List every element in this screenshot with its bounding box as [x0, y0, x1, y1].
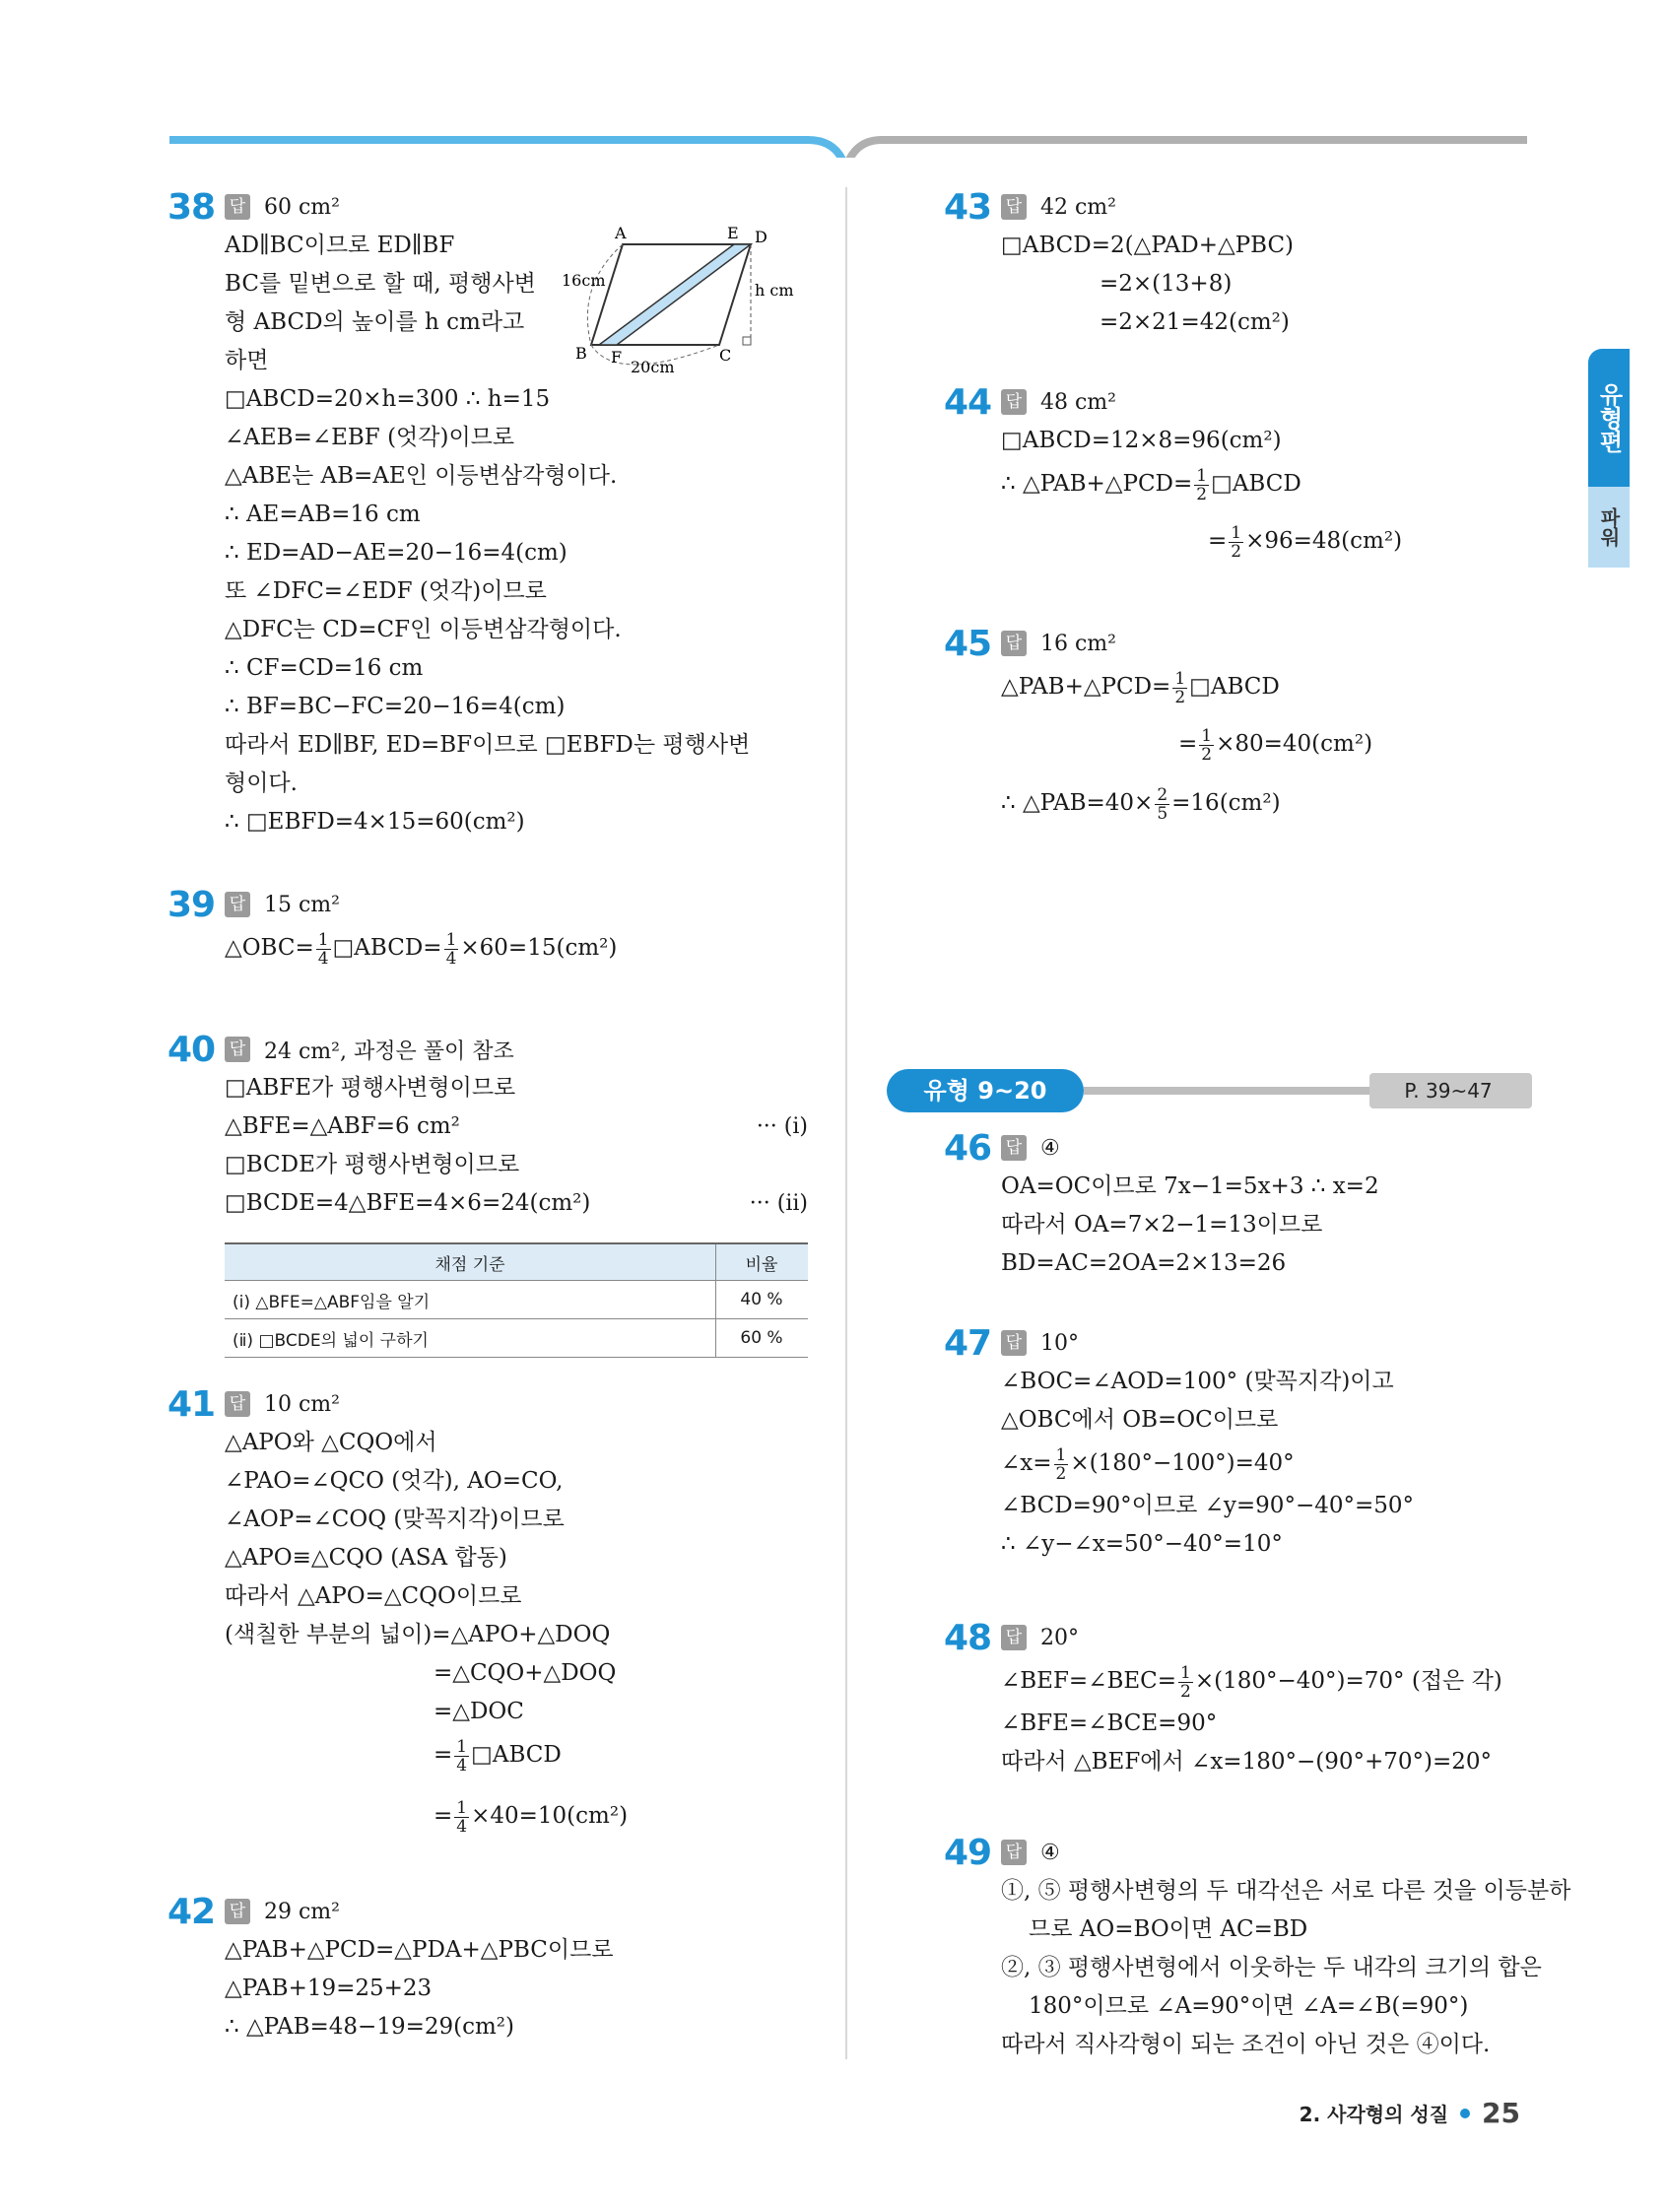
solution-line: 따라서 △BEF에서 ∠x=180°−(90°+70°)=20° — [1001, 1749, 1493, 1775]
scoring-table — [225, 1242, 808, 1358]
answer-text: 24 cm², 과정은 풀이 참조 — [264, 1039, 514, 1064]
side-tab-power: 파워 — [1588, 487, 1630, 568]
solution-line: 형 ABCD의 높이를 h cm라고 — [225, 309, 525, 335]
solution-line: 따라서 OA=7×2−1=13이므로 — [1001, 1212, 1323, 1238]
problem-46 — [944, 1128, 1535, 1283]
solution-line: △PAB+△PCD=△PDA+△PBC이므로 — [225, 1937, 614, 1963]
top-header-bar — [0, 0, 1668, 158]
solution-line: =2×(13+8) — [1100, 271, 1233, 297]
solution-line: △ABE는 AB=AE인 이등변삼각형이다. — [225, 463, 618, 489]
answer-badge: 답 — [1001, 1840, 1027, 1865]
problem-number: 43 — [944, 186, 992, 228]
answer-text: 60 cm² — [264, 194, 340, 220]
solution-line: = $\frac{1}{2}$ ×96=48(cm²) — [1208, 522, 1403, 562]
problem-number: 44 — [944, 381, 992, 423]
solution-line: = $\frac{1}{4}$ ×40=10(cm²) — [434, 1797, 629, 1837]
solution-line: △BFE=△ABF=6 cm² — [225, 1113, 460, 1139]
problem-number: 46 — [944, 1127, 992, 1169]
side-label: 16cm — [562, 271, 606, 290]
solution-line: ∴ ED=AD−AE=20−16=4(cm) — [225, 540, 567, 566]
solution-line: = $\frac{1}{2}$ ×80=40(cm²) — [1178, 725, 1373, 765]
solution-line: BD=AC=2OA=2×13=26 — [1001, 1250, 1287, 1276]
problem-number: 38 — [167, 186, 216, 228]
column-divider — [845, 187, 847, 2059]
side-tab-type: 유형편 — [1588, 349, 1630, 487]
vertex-B: B — [575, 344, 587, 363]
answer-badge: 답 — [1001, 389, 1027, 415]
problem-41 — [167, 1384, 808, 1840]
problem-49 — [944, 1832, 1571, 2064]
solution-line: ①, ⑤ 평행사변형의 두 대각선은 서로 다른 것을 이등분하 — [1001, 1878, 1571, 1904]
problem-number: 40 — [167, 1029, 216, 1070]
solution-line: △PAB+19=25+23 — [225, 1976, 433, 2001]
solution-line: △OBC에서 OB=OC이므로 — [1001, 1407, 1279, 1433]
answer-text: ④ — [1040, 1840, 1060, 1865]
step-marker: ··· (ⅱ) — [749, 1191, 808, 1216]
answer-text: 42 cm² — [1040, 194, 1116, 220]
vertex-F: F — [611, 348, 623, 367]
solution-line: △PAB+△PCD= $\frac{1}{2}$ □ABCD — [1001, 668, 1280, 707]
solution-line: ∴ AE=AB=16 cm — [225, 502, 421, 527]
solution-line: ②, ③ 평행사변형에서 이웃하는 두 내각의 크기의 합은 — [1001, 1955, 1542, 1980]
table-row: (ⅱ) □BCDE의 넓이 구하기 60 % — [225, 1319, 808, 1358]
answer-badge: 답 — [1001, 1625, 1027, 1650]
problem-40 — [167, 1030, 808, 1358]
solution-line: □BCDE=4△BFE=4×6=24(cm²) — [225, 1190, 591, 1216]
type-title: 유형 9~20 — [923, 1077, 1047, 1105]
solution-line: △APO와 △CQO에서 — [225, 1430, 437, 1455]
solution-line: 또 ∠DFC=∠EDF (엇각)이므로 — [225, 578, 547, 604]
solution-line: ∠AEB=∠EBF (엇각)이므로 — [225, 425, 515, 450]
problem-47 — [944, 1323, 1535, 1564]
solution-line: ∠BFE=∠BCE=90° — [1001, 1710, 1218, 1736]
side-tab — [1588, 349, 1630, 568]
solution-line: 므로 AO=BO이면 AC=BD — [1029, 1916, 1308, 1942]
solution-line: △OBC= $\frac{1}{4}$ □ABCD= $\frac{1}{4}$ ×60=15(cm²) — [225, 929, 618, 969]
problem-43 — [944, 187, 1535, 342]
answer-text: ④ — [1040, 1135, 1060, 1161]
solution-line: ∴ CF=CD=16 cm — [225, 655, 424, 681]
solution-line: ∠x= $\frac{1}{2}$ ×(180°−100°)=40° — [1001, 1444, 1295, 1484]
solution-line: ∴ △PAB=48−19=29(cm²) — [225, 2014, 514, 2040]
page-footer — [1300, 2097, 1520, 2129]
vertex-D: D — [755, 228, 767, 246]
solution-line: ∠BCD=90°이므로 ∠y=90°−40°=50° — [1001, 1493, 1415, 1518]
solution-line: □ABCD=20×h=300 ∴ h=15 — [225, 386, 551, 412]
solution-line: ∠BOC=∠AOD=100° (맞꼭지각)이고 — [1001, 1369, 1394, 1394]
solution-line: □ABFE가 평행사변형이므로 — [225, 1075, 516, 1101]
solution-line: □BCDE가 평행사변형이므로 — [225, 1152, 520, 1177]
solution-line: ∴ □EBFD=4×15=60(cm²) — [225, 809, 525, 835]
chapter-title: 2. 사각형의 성질 — [1299, 2103, 1449, 2126]
page-number: 25 — [1482, 2097, 1520, 2129]
problem-number: 49 — [944, 1832, 992, 1873]
solution-line: ∴ △PAB+△PCD= $\frac{1}{2}$ □ABCD — [1001, 465, 1301, 504]
answer-badge: 답 — [225, 194, 250, 220]
answer-text: 15 cm² — [264, 892, 340, 917]
solution-line: 형이다. — [225, 771, 298, 796]
problem-48 — [944, 1618, 1535, 1781]
solution-line: △DFC는 CD=CF인 이등변삼각형이다. — [225, 617, 622, 642]
solution-line: ∴ △PAB=40× $\frac{2}{5}$ =16(cm²) — [1001, 784, 1281, 824]
solution-line: ∴ ∠y−∠x=50°−40°=10° — [1001, 1531, 1283, 1557]
solution-line: =2×21=42(cm²) — [1100, 309, 1290, 335]
problem-42 — [167, 1892, 808, 2046]
vertex-A: A — [615, 227, 627, 242]
solution-line: 180°이므로 ∠A=90°이면 ∠A=∠B(=90°) — [1029, 1993, 1469, 2019]
solution-line: =△CQO+△DOQ — [434, 1660, 617, 1686]
parallelogram-figure — [562, 227, 798, 374]
answer-badge: 답 — [1001, 1135, 1027, 1161]
base-label: 20cm — [631, 358, 675, 374]
solution-line: = $\frac{1}{4}$ □ABCD — [434, 1736, 562, 1776]
step-marker: ··· (ⅰ) — [756, 1114, 808, 1139]
solution-line: ∠BEF=∠BEC= $\frac{1}{2}$ ×(180°−40°)=70° (접은 각) — [1001, 1662, 1502, 1702]
solution-line: 하면 — [225, 348, 269, 373]
problem-number: 41 — [167, 1383, 216, 1425]
solution-line: AD∥BC이므로 ED∥BF — [225, 233, 455, 258]
problem-number: 42 — [167, 1891, 216, 1932]
problem-38 — [167, 187, 808, 841]
answer-text: 29 cm² — [264, 1899, 340, 1924]
answer-text: 10 cm² — [264, 1391, 340, 1417]
type-pages: P. 39~47 — [1404, 1079, 1493, 1103]
answer-badge: 답 — [225, 892, 250, 917]
vertex-E: E — [727, 227, 739, 242]
answer-text: 16 cm² — [1040, 631, 1116, 656]
problem-number: 47 — [944, 1322, 992, 1364]
answer-text: 48 cm² — [1040, 389, 1116, 415]
answer-badge: 답 — [1001, 631, 1027, 656]
problem-number: 48 — [944, 1617, 992, 1658]
footer-dot-icon — [1460, 2109, 1470, 2118]
solution-line: □ABCD=2(△PAD+△PBC) — [1001, 233, 1295, 258]
vertex-C: C — [719, 346, 732, 365]
answer-text: 20° — [1040, 1625, 1079, 1650]
solution-line: ∠PAO=∠QCO (엇각), AO=CO, — [225, 1468, 564, 1494]
problem-number: 45 — [944, 623, 992, 664]
solution-line: ∴ BF=BC−FC=20−16=4(cm) — [225, 694, 566, 719]
table-header-ratio: 비율 — [716, 1243, 809, 1281]
answer-badge: 답 — [225, 1037, 250, 1062]
problem-44 — [944, 382, 1535, 565]
problem-number: 39 — [167, 884, 216, 925]
problem-39 — [167, 885, 808, 972]
solution-line: BC를 밑변으로 할 때, 평행사변 — [225, 271, 536, 297]
solution-line: ∠AOP=∠COQ (맞꼭지각)이므로 — [225, 1507, 565, 1532]
problem-45 — [944, 624, 1535, 827]
answer-badge: 답 — [225, 1899, 250, 1924]
solution-line: △APO≡△CQO (ASA 합동) — [225, 1545, 507, 1571]
answer-text: 10° — [1040, 1330, 1079, 1356]
solution-line: 따라서 △APO=△CQO이므로 — [225, 1583, 522, 1609]
solution-line: 따라서 ED∥BF, ED=BF이므로 □EBFD는 평행사변 — [225, 732, 751, 758]
answer-badge: 답 — [1001, 1330, 1027, 1356]
solution-line: OA=OC이므로 7x−1=5x+3 ∴ x=2 — [1001, 1173, 1379, 1199]
solution-line: □ABCD=12×8=96(cm²) — [1001, 428, 1282, 453]
solution-line: 따라서 직사각형이 되는 조건이 아닌 것은 ④이다. — [1001, 2032, 1491, 2057]
solution-line: (색칠한 부분의 넓이)=△APO+△DOQ — [225, 1622, 611, 1647]
answer-badge: 답 — [1001, 194, 1027, 220]
solution-line: =△DOC — [434, 1699, 524, 1724]
answer-badge: 답 — [225, 1391, 250, 1417]
height-label: h cm — [755, 281, 794, 300]
table-row: (ⅰ) △BFE=△ABF임을 알기 40 % — [225, 1281, 808, 1319]
table-header-criteria: 채점 기준 — [225, 1243, 716, 1281]
